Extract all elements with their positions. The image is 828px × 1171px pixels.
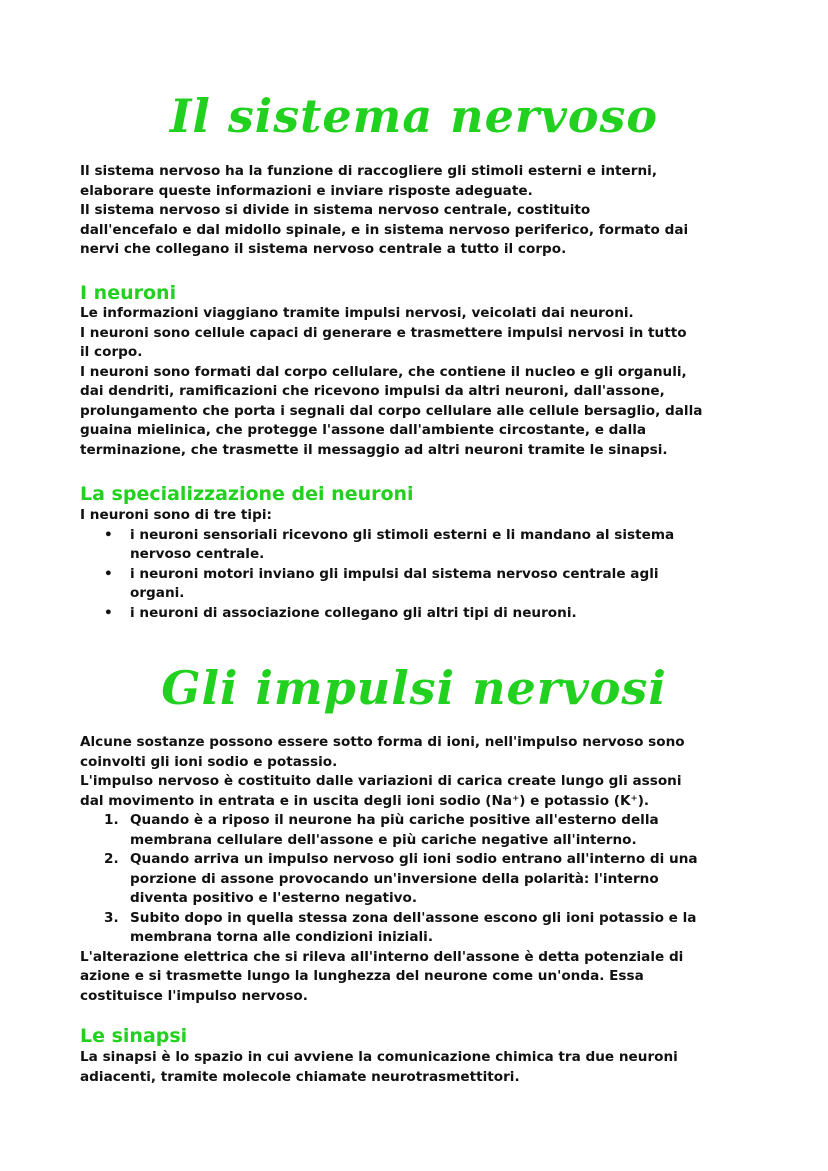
neuroni-line: guaina mielinica, che protegge l'assone dall'ambiente circostante, e dalla	[80, 422, 647, 438]
step-line: membrana cellulare dell'assone e più cariche negative all'interno.	[130, 831, 637, 848]
specializzazione-block	[80, 506, 760, 623]
sinapsi-heading: Le sinapsi	[80, 1025, 188, 1047]
step-line: diventa positivo e l'esterno negativo.	[130, 890, 418, 906]
neuroni-paragraph	[80, 304, 760, 460]
neuroni-line: Le informazioni viaggiano tramite impulsi nervosi, veicolati dai neuroni.	[80, 305, 634, 321]
list-item-line: • i neuroni sensoriali ricevono gli stimoli esterni e li mandano al sistema	[130, 526, 675, 543]
intro-line: Il sistema nervoso si divide in sistema nervoso centrale, costituito	[80, 202, 591, 218]
impulsi-closing-line: L'alterazione elettrica che si rileva all'interno dell'assone è detta potenziale di	[80, 948, 684, 965]
intro-line: dall'encefalo e dal midollo spinale, e in sistema nervoso periferico, formato dai	[80, 221, 689, 238]
list-item-line: organi.	[130, 585, 185, 601]
neuron-types-list	[80, 526, 760, 624]
list-item-line: nervoso centrale.	[130, 546, 265, 562]
neuroni-line: I neuroni sono formati dal corpo cellulare, che contiene il nucleo e gli organuli,	[80, 363, 687, 380]
impulsi-closing-line: azione e si trasmette lungo la lunghezza del neurone come un'onda. Essa	[80, 968, 644, 984]
sinapsi-line: La sinapsi è lo spazio in cui avviene la comunicazione chimica tra due neuroni	[80, 1049, 678, 1065]
list-item	[80, 909, 760, 948]
specializzazione-intro: I neuroni sono di tre tipi:	[80, 507, 272, 523]
neuroni-line: terminazione, che trasmette il messaggio ad altri neuroni tramite le sinapsi.	[80, 441, 668, 458]
impulsi-line: coinvolti gli ioni sodio e potassio.	[80, 753, 338, 770]
step-line: porzione di assone provocando un'inversione della polarità: l'interno	[130, 870, 659, 887]
step-line: Subito dopo in quella stessa zona dell'assone escono gli ioni potassio e la	[130, 909, 697, 926]
list-item	[80, 850, 760, 909]
list-item	[80, 811, 760, 850]
list-item-line: • i neuroni di associazione collegano gli altri tipi di neuroni.	[130, 604, 577, 621]
list-item	[80, 604, 760, 624]
impulse-steps-list	[80, 811, 760, 948]
intro-line: nervi che collegano il sistema nervoso centrale a tutto il corpo.	[80, 241, 567, 257]
intro-line: Il sistema nervoso ha la funzione di raccogliere gli stimoli esterni e interni,	[80, 163, 657, 179]
neuroni-heading: I neuroni	[80, 282, 177, 304]
sinapsi-line: adiacenti, tramite molecole chiamate neurotrasmettitori.	[80, 1068, 520, 1085]
neuroni-line: prolungamento che porta i segnali dal corpo cellulare alle cellule bersaglio, dalla	[80, 402, 703, 419]
step-number: 3.	[104, 909, 119, 926]
main-title: Il sistema nervoso	[169, 89, 659, 143]
specializzazione-heading: La specializzazione dei neuroni	[80, 483, 414, 505]
step-number: 1.	[104, 812, 119, 828]
step-line: Quando arriva un impulso nervoso gli ioni sodio entrano all'interno di una	[130, 851, 698, 867]
neuroni-line: dai dendriti, ramificazioni che ricevono impulsi da altri neuroni, dall'assone,	[80, 383, 665, 399]
neuroni-line: I neuroni sono cellule capaci di generare e trasmettere impulsi nervosi in tutto	[80, 324, 687, 341]
list-item	[80, 565, 760, 604]
impulsi-closing-line: costituisce l'impulso nervoso.	[80, 987, 308, 1004]
second-title: Gli impulsi nervosi	[161, 661, 667, 715]
intro-line: elaborare queste informazioni e inviare risposte adeguate.	[80, 182, 533, 199]
impulsi-line: L'impulso nervoso è costituito dalle variazioni di carica create lungo gli assoni	[80, 773, 682, 789]
list-item-line: • i neuroni motori inviano gli impulsi dal sistema nervoso centrale agli	[130, 565, 659, 582]
intro-paragraph	[80, 162, 760, 260]
impulsi-block	[80, 733, 760, 1006]
neuroni-line: il corpo.	[80, 344, 143, 360]
impulsi-line: dal movimento in entrata e in uscita degli ioni sodio (Na⁺) e potassio (K⁺).	[80, 792, 650, 809]
step-number: 2.	[104, 851, 119, 867]
step-line: Quando è a riposo il neurone ha più cariche positive all'esterno della	[130, 812, 659, 828]
list-item	[80, 526, 760, 565]
impulsi-line: Alcune sostanze possono essere sotto forma di ioni, nell'impulso nervoso sono	[80, 734, 685, 750]
step-line: membrana torna alle condizioni iniziali.	[130, 929, 433, 945]
sinapsi-paragraph	[80, 1048, 760, 1087]
